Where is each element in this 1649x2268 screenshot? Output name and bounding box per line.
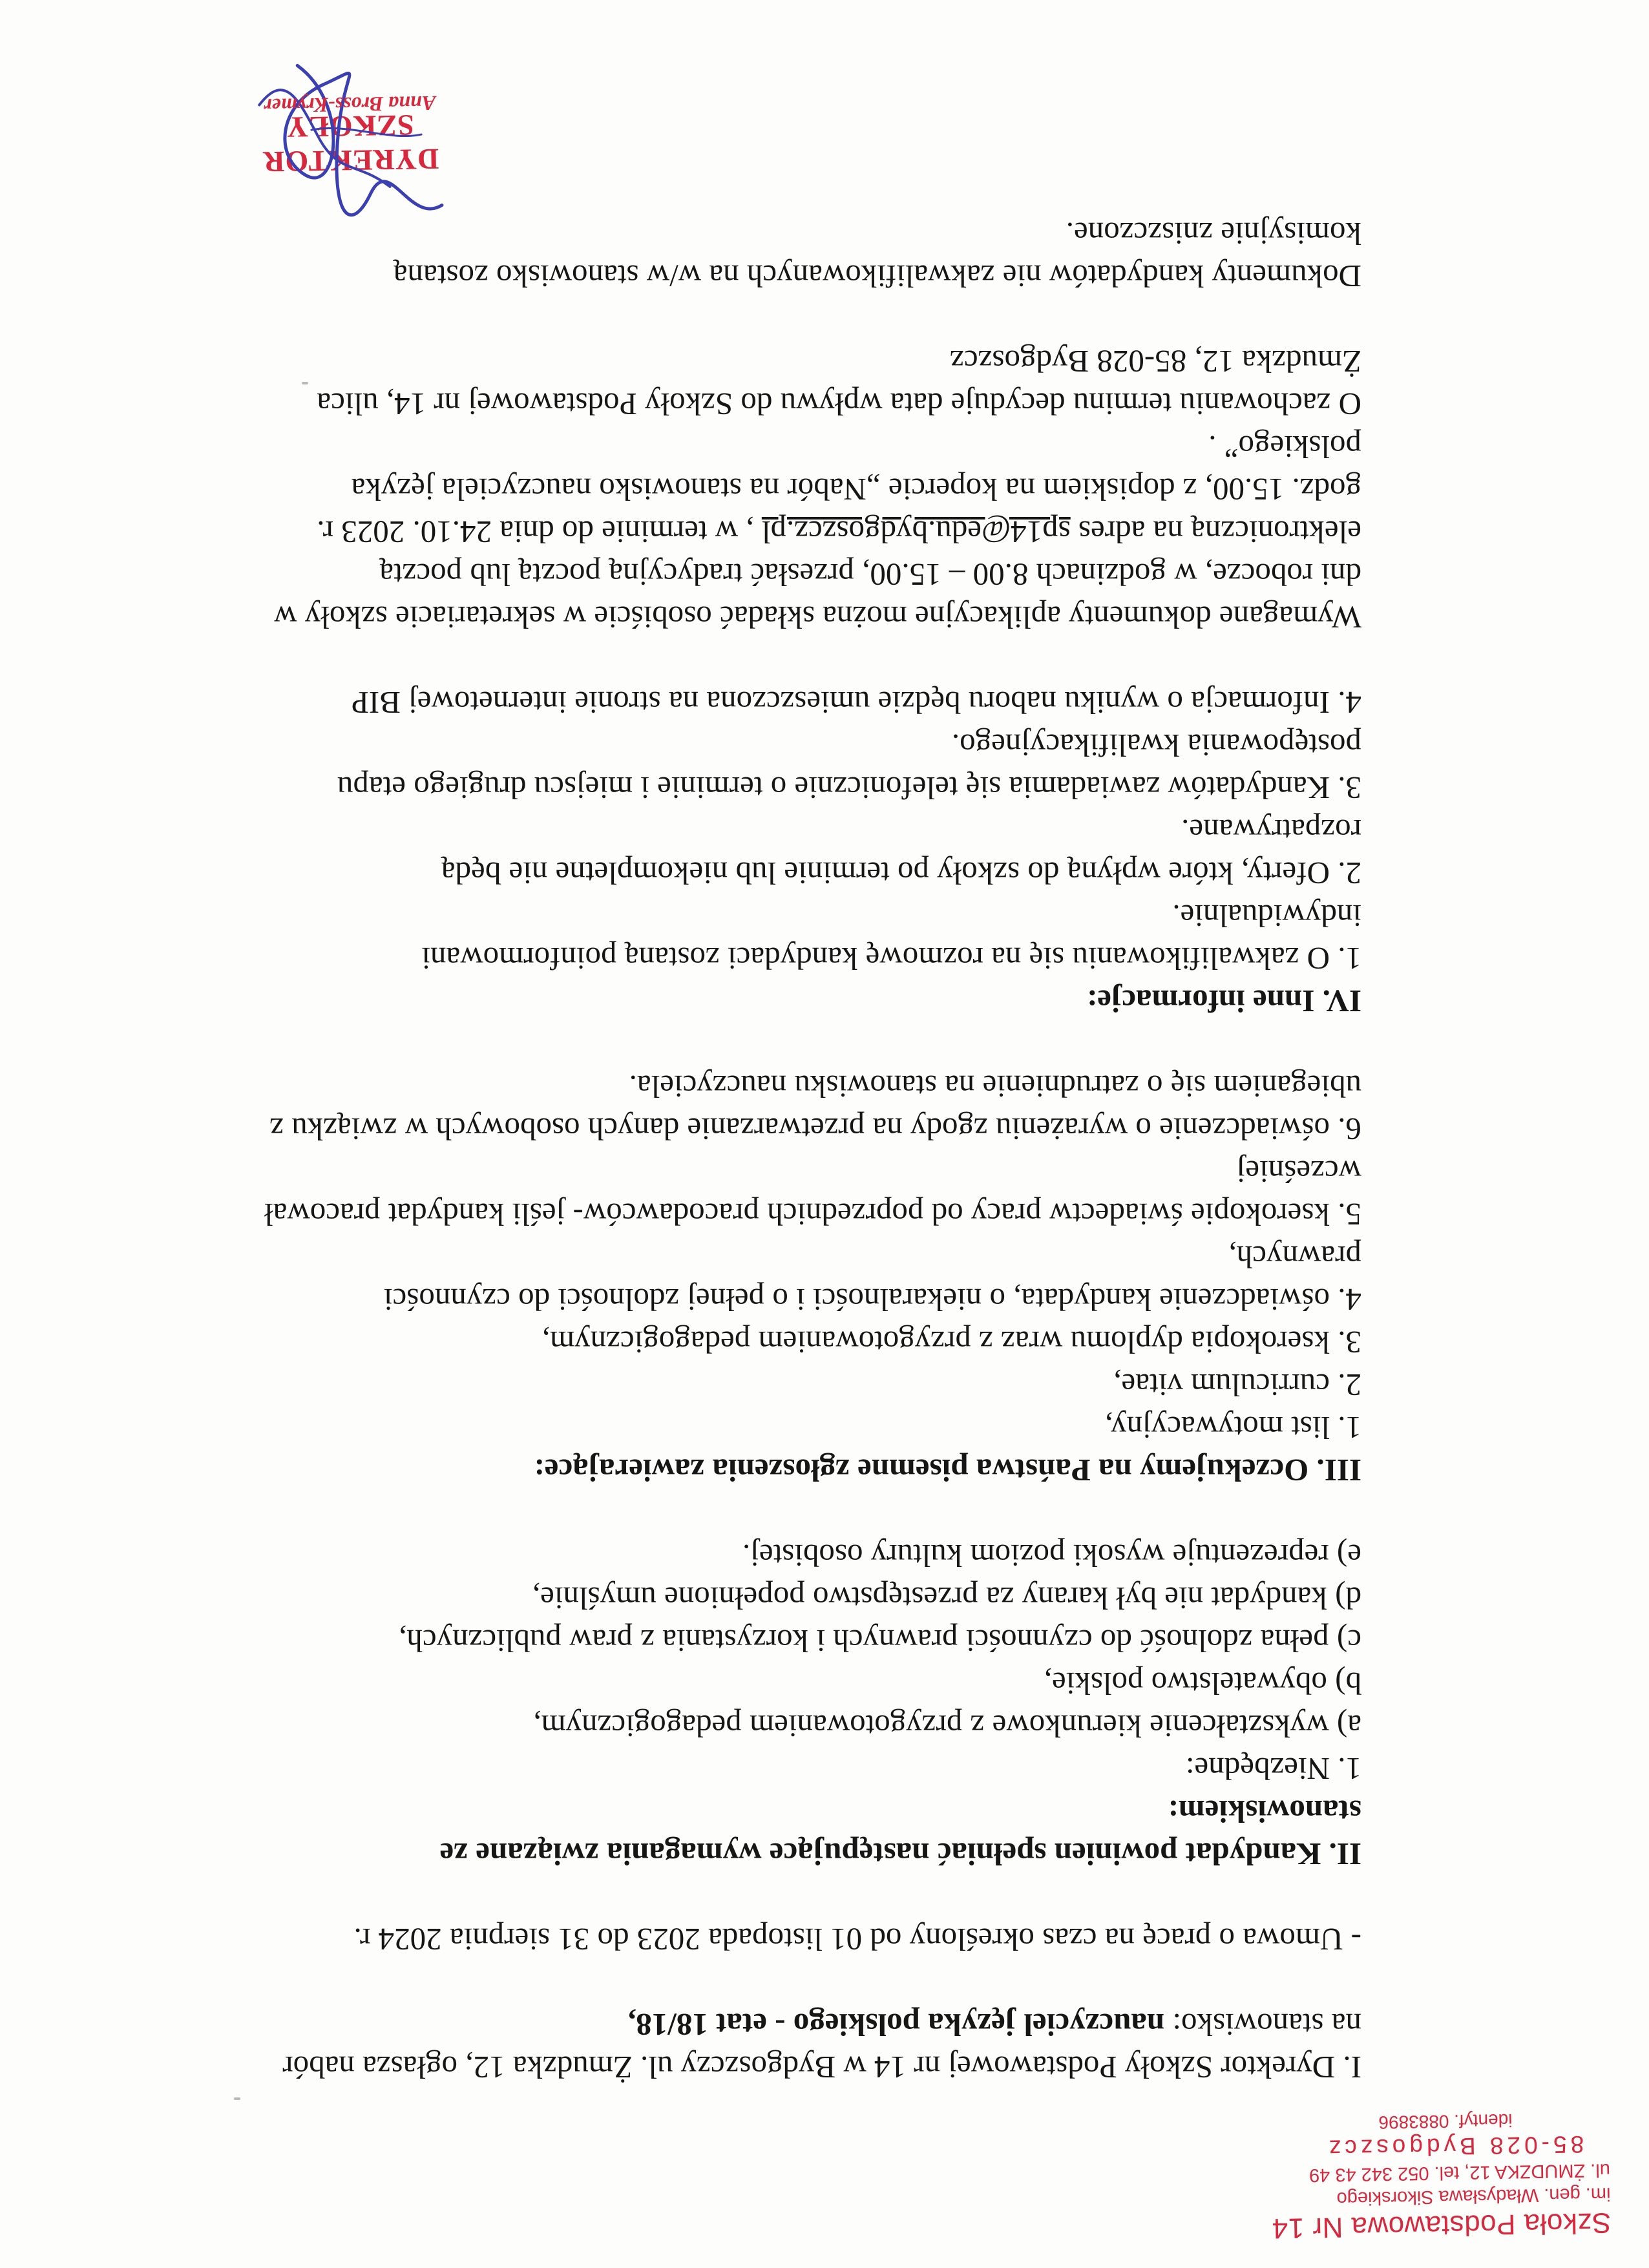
announcement-intro: I. Dyrektor Szkoły Podstawowej nr 14 w Bydgoszczy ul. Żmudzka 12, ogłasza nabór [282, 2050, 1361, 2085]
document-body [150, 212, 1361, 2088]
stamp-identifier: identyf. 0883896 [1378, 2110, 1513, 2133]
requirement-item: b) obywatelstwo polskie, [1044, 1666, 1361, 1701]
submission-line: polskiego” . [1208, 429, 1361, 465]
submission-line-email: elektroniczną na adres sp14@edu.bydgoszcz.pl , w terminie do dnia 24.10. 2023 r. [317, 514, 1361, 550]
stamp-school-name: Szkoła Podstawowa Nr 14 [1271, 2207, 1612, 2245]
announcement-position [150, 2003, 1361, 2046]
contract-terms: - Umowa o pracę na czas określony od 01 listopada 2023 do 31 sierpnia 2024 r. [353, 1922, 1361, 1957]
section-submission [150, 340, 1361, 638]
disposal-line: Dokumenty kandydatów nie zakwalifikowanych na w/w stanowisko zostaną [393, 258, 1361, 294]
requirement-item: d) kandydat nie był karany za przestępstwo popełnione umyślnie, [532, 1580, 1361, 1616]
info-item-cont: postępowania kwalifikacyjnego. [951, 728, 1361, 763]
document-item-cont: prawnych, [1228, 1239, 1361, 1275]
scan-speck [234, 2097, 240, 2100]
director-name: Anna Bross-Krymer [264, 91, 436, 118]
submission-line: Wymagane dokumenty aplikacyjne można składać osobiście w sekretariacie szkoły w [274, 600, 1361, 635]
scan-speck [302, 382, 308, 384]
document-item: 1. list motywacyjny, [1105, 1410, 1361, 1445]
position-title: nauczyciel języka polskiego - etat 18/18, [627, 2007, 1165, 2042]
info-item-cont: rozpatrywane. [1181, 813, 1361, 848]
director-signature-stamp [193, 23, 507, 242]
document-item: 5. kserokopie świadectw pracy od poprzednich pracodawców- jeśli kandydat pracował [264, 1197, 1361, 1232]
requirement-item: c) pełna zdolność do czynności prawnych i korzystania z praw publicznych, [399, 1623, 1361, 1659]
requirements-heading-cont: stanowiskiem: [1168, 1794, 1361, 1829]
section-requirements [150, 1534, 1361, 1875]
document-item: 4. oświadczenie kandydata, o niekaralności i o pełnej zdolności do czynności [383, 1282, 1361, 1318]
school-stamp [1247, 2107, 1611, 2245]
requirements-subheading: 1. Niezbędne: [1185, 1751, 1361, 1787]
document-item-cont: ubieganiem się o zatrudnienie na stanowisku nauczyciela. [629, 1069, 1361, 1104]
requirement-item: a) wykształcenie kierunkowe z przygotowaniem pedagogicznym, [533, 1708, 1361, 1744]
school-email-address: sp14@edu.bydgoszcz.pl [761, 514, 1071, 550]
other-info-heading: IV. Inne informacje: [1086, 983, 1361, 1019]
stamp-city: 85-028 Bydgoszcz [1325, 2130, 1584, 2162]
info-item: 1. O zakwalifikowaniu się na rozmowę kandydaci zostaną poinformowani [421, 941, 1361, 976]
submission-line: godz. 15.00, z dopiskiem na kopercie „Nabór na stanowisko nauczyciela języka [351, 472, 1361, 507]
submission-line: O zachowaniu terminu decyduje data wpływu do Szkoły Podstawowej nr 14, ulica [317, 386, 1361, 422]
stamp-patron: im. gen. Władysława Sikorskiego [1336, 2183, 1611, 2209]
stamp-address: ul. ŻMUDZKA 12, tel. 052 342 43 49 [1308, 2159, 1611, 2186]
document-item: 6. oświadczenie o wyrażeniu zgody na przetwarzanie danych osobowych w związku z [269, 1111, 1361, 1147]
disposal-line: komisyjnie zniszczone. [1066, 216, 1361, 251]
document-item: 3. kserokopia dyplomu wraz z przygotowaniem pedagogicznym, [541, 1325, 1361, 1360]
document-item-cont: wcześniej [1236, 1154, 1361, 1190]
section-other-info [150, 681, 1361, 1022]
info-item: 3. Kandydatów zawiadamia się telefonicznie o terminie i miejscu drugiego etapu [337, 770, 1361, 806]
info-item: 4. Informacja o wyniku naboru będzie umieszczona na stronie internetowej BIP [351, 685, 1361, 720]
submission-line: Żmudzka 12, 85-028 Bydgoszcz [950, 344, 1361, 379]
section-announcement [150, 1918, 1361, 2088]
section-documents [150, 1065, 1361, 1491]
documents-heading: III. Oczekujemy na Państwa pisemne zgłoszenia zawierające: [534, 1453, 1361, 1488]
requirement-item: e) reprezentuje wysoki poziom kultury osobistej. [742, 1538, 1361, 1573]
submission-line: dni robocze, w godzinach 8.00 – 15.00, przesłać tradycyjną pocztą lub pocztą [379, 557, 1361, 593]
handwritten-signature-icon [232, 37, 468, 235]
position-prefix: na stanowisko: [1164, 2007, 1361, 2042]
requirements-heading: II. Kandydat powinien spełniać następujące wymagania związane ze [439, 1836, 1361, 1872]
director-title: DYREKTOR SZKOŁY [262, 109, 439, 179]
document-item: 2. curriculum vitae, [1113, 1367, 1361, 1403]
info-item-cont: indywidualnie. [1172, 898, 1361, 934]
info-item: 2. Oferty, które wpłyną do szkoły po terminie lub niekompletne nie będą [441, 856, 1361, 891]
